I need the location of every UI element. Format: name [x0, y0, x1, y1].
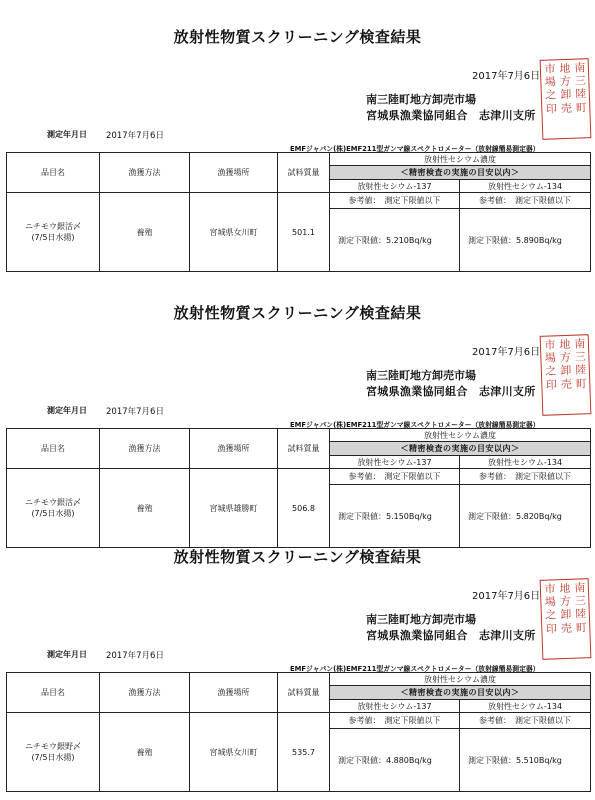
cell-catch-location: 宮城県女川町 — [190, 713, 278, 792]
item-name-line1: ニチモウ銀活〆 — [25, 222, 81, 231]
cell-sample-mass: 535.7 — [278, 713, 330, 792]
cell-limit-cs137: 測定下限値：5.210Bq/kg — [330, 209, 460, 272]
measurement-date: 2017年7月6日 — [106, 131, 164, 141]
header-cesium-concentration: 放射性セシウム濃度 — [330, 429, 591, 442]
report-date: 2017年7月6日 — [472, 591, 541, 602]
header-sample-mass: 試料質量 — [278, 153, 330, 193]
cell-sample-mass: 506.8 — [278, 469, 330, 548]
header-item-name: 品目名 — [7, 673, 100, 713]
instrument-name: EMFジャパン(株)EMF211型ガンマ線スペクトロメーター（放射線簡易測定器） — [290, 665, 540, 673]
organization-cooperative: 宮城県漁業協同組合 志津川支所 — [366, 385, 536, 398]
header-catch-location: 漁獲場所 — [190, 673, 278, 713]
report-section-2 — [0, 296, 595, 556]
header-cs137: 放射性セシウム-137 — [330, 180, 460, 193]
header-guideline-band: ＜精密検査の実施の目安以内＞ — [330, 166, 591, 180]
cell-item-name — [7, 469, 100, 548]
cell-ref-cs137: 参考値： 測定下限値以下 — [330, 469, 460, 485]
official-seal-stamp: 市 場 之 印 地 方 卸 売 南 三 陸 町 — [540, 578, 592, 660]
report-date: 2017年7月6日 — [472, 347, 541, 358]
measurement-date: 2017年7月6日 — [106, 407, 164, 417]
header-catch-location: 漁獲場所 — [190, 429, 278, 469]
organization-market: 南三陸町地方卸売市場 — [366, 613, 476, 626]
organization-market: 南三陸町地方卸売市場 — [366, 93, 476, 106]
instrument-name: EMFジャパン(株)EMF211型ガンマ線スペクトロメーター（放射線簡易測定器） — [290, 145, 540, 153]
organization-cooperative: 宮城県漁業協同組合 志津川支所 — [366, 629, 536, 642]
header-sample-mass: 試料質量 — [278, 673, 330, 713]
official-seal-stamp: 市 場 之 印 地 方 卸 売 南 三 陸 町 — [540, 334, 592, 416]
measurement-date-label: 測定年月日 — [47, 130, 87, 139]
official-seal-stamp: 市 場 之 印 地 方 卸 売 南 三 陸 町 — [540, 58, 592, 140]
cell-ref-cs134: 参考値： 測定下限値以下 — [460, 713, 591, 729]
item-name-line1: ニチモウ銀活〆 — [25, 498, 81, 507]
header-item-name: 品目名 — [7, 153, 100, 193]
cell-catch-method: 養殖 — [100, 193, 190, 272]
results-table — [6, 672, 591, 792]
cell-catch-method: 養殖 — [100, 713, 190, 792]
cell-ref-cs134: 参考値： 測定下限値以下 — [460, 193, 591, 209]
header-sample-mass: 試料質量 — [278, 429, 330, 469]
header-cs134: 放射性セシウム-134 — [460, 456, 591, 469]
header-catch-method: 漁獲方法 — [100, 429, 190, 469]
cell-catch-method: 養殖 — [100, 469, 190, 548]
cell-item-name — [7, 713, 100, 792]
header-cesium-concentration: 放射性セシウム濃度 — [330, 673, 591, 686]
report-section-1 — [0, 20, 595, 280]
item-name-line2: (7/5日水揚) — [31, 509, 75, 518]
report-title: 放射性物質スクリーニング検査結果 — [173, 548, 422, 566]
cell-catch-location: 宮城県雄勝町 — [190, 469, 278, 548]
organization-market: 南三陸町地方卸売市場 — [366, 369, 476, 382]
report-date: 2017年7月6日 — [472, 71, 541, 82]
header-cs134: 放射性セシウム-134 — [460, 700, 591, 713]
item-name-line1: ニチモウ銀野〆 — [25, 742, 81, 751]
measurement-date: 2017年7月6日 — [106, 651, 164, 661]
header-item-name: 品目名 — [7, 429, 100, 469]
measurement-date-label: 測定年月日 — [47, 406, 87, 415]
header-cesium-concentration: 放射性セシウム濃度 — [330, 153, 591, 166]
cell-limit-cs134: 測定下限値：5.510Bq/kg — [460, 729, 591, 792]
report-section-3 — [0, 540, 595, 800]
cell-limit-cs137: 測定下限値：4.880Bq/kg — [330, 729, 460, 792]
header-cs137: 放射性セシウム-137 — [330, 700, 460, 713]
cell-sample-mass: 501.1 — [278, 193, 330, 272]
header-guideline-band: ＜精密検査の実施の目安以内＞ — [330, 442, 591, 456]
report-title: 放射性物質スクリーニング検査結果 — [173, 28, 422, 46]
measurement-date-label: 測定年月日 — [47, 650, 87, 659]
cell-item-name — [7, 193, 100, 272]
organization-cooperative: 宮城県漁業協同組合 志津川支所 — [366, 109, 536, 122]
item-name-line2: (7/5日水揚) — [31, 233, 75, 242]
instrument-name: EMFジャパン(株)EMF211型ガンマ線スペクトロメーター（放射線簡易測定器） — [290, 421, 540, 429]
item-name-line2: (7/5日水揚) — [31, 753, 75, 762]
cell-ref-cs137: 参考値： 測定下限値以下 — [330, 713, 460, 729]
header-guideline-band: ＜精密検査の実施の目安以内＞ — [330, 686, 591, 700]
cell-limit-cs134: 測定下限値：5.890Bq/kg — [460, 209, 591, 272]
cell-limit-cs137: 測定下限値：5.150Bq/kg — [330, 485, 460, 548]
results-table — [6, 152, 591, 272]
report-title: 放射性物質スクリーニング検査結果 — [173, 304, 422, 322]
results-table — [6, 428, 591, 548]
cell-limit-cs134: 測定下限値：5.820Bq/kg — [460, 485, 591, 548]
header-cs134: 放射性セシウム-134 — [460, 180, 591, 193]
header-catch-method: 漁獲方法 — [100, 153, 190, 193]
cell-ref-cs137: 参考値： 測定下限値以下 — [330, 193, 460, 209]
header-catch-method: 漁獲方法 — [100, 673, 190, 713]
header-cs137: 放射性セシウム-137 — [330, 456, 460, 469]
cell-catch-location: 宮城県女川町 — [190, 193, 278, 272]
cell-ref-cs134: 参考値： 測定下限値以下 — [460, 469, 591, 485]
header-catch-location: 漁獲場所 — [190, 153, 278, 193]
